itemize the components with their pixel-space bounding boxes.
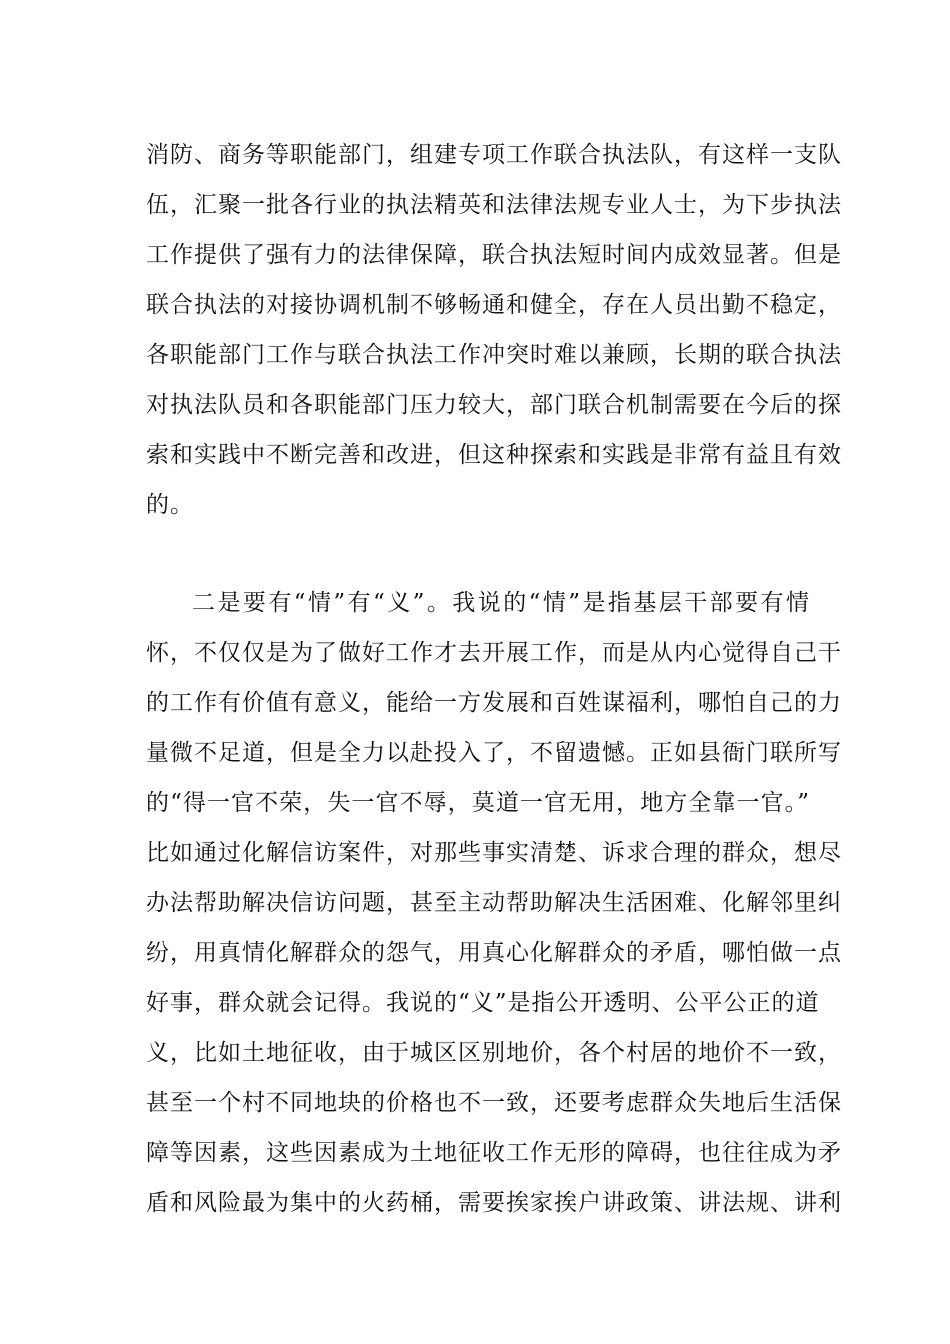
text-line: 障等因素，这些因素成为土地征收工作无形的障碍，也往往成为矛 [146, 1140, 842, 1166]
text-line: 怀，不仅仅是为了做好工作才去开展工作，而是从内心觉得自己干 [146, 640, 842, 666]
text-line: 义，比如土地征收，由于城区区别地价，各个村居的地价不一致， [146, 1040, 842, 1066]
text-line: 伍，汇聚一批各行业的执法精英和法律法规专业人士，为下步执法 [146, 192, 842, 218]
text-line: 二是要有“情”有“义”。我说的“情”是指基层干部要有情 [192, 590, 810, 616]
text-line: 纷，用真情化解群众的怨气，用真心化解群众的矛盾，哪怕做一点 [146, 940, 842, 966]
text-line: 甚至一个村不同地块的价格也不一致，还要考虑群众失地后生活保 [146, 1090, 842, 1116]
text-line: 联合执法的对接协调机制不够畅通和健全，存在人员出勤不稳定， [146, 292, 842, 318]
text-line: 的。 [146, 492, 194, 518]
paragraph-2 [146, 578, 842, 1228]
text-line: 各职能部门工作与联合执法工作冲突时难以兼顾，长期的联合执法 [146, 342, 842, 368]
text-line: 工作提供了强有力的法律保障，联合执法短时间内成效显著。但是 [146, 242, 842, 268]
paragraph-spacer [146, 530, 810, 578]
text-line: 索和实践中不断完善和改进，但这种探索和实践是非常有益且有效 [146, 442, 842, 468]
text-line: 消防、商务等职能部门，组建专项工作联合执法队，有这样一支队 [146, 142, 842, 168]
text-line: 好事，群众就会记得。我说的“义”是指公开透明、公平公正的道 [146, 990, 820, 1016]
document-body [146, 130, 842, 1228]
text-line: 的“得一官不荣，失一官不辱，莫道一官无用，地方全靠一官。” [146, 790, 810, 816]
text-line: 的工作有价值有意义，能给一方发展和百姓谋福利，哪怕自己的力 [146, 690, 842, 716]
text-line: 比如通过化解信访案件，对那些事实清楚、诉求合理的群众，想尽 [146, 840, 842, 866]
text-line: 量微不足道，但是全力以赴投入了，不留遗憾。正如县衙门联所写 [146, 740, 842, 766]
text-line: 对执法队员和各职能部门压力较大，部门联合机制需要在今后的探 [146, 392, 842, 418]
text-line: 盾和风险最为集中的火药桶，需要挨家挨户讲政策、讲法规、讲利 [146, 1190, 842, 1216]
paragraph-1 [146, 130, 842, 530]
text-line: 办法帮助解决信访问题，甚至主动帮助解决生活困难、化解邻里纠 [146, 890, 842, 916]
